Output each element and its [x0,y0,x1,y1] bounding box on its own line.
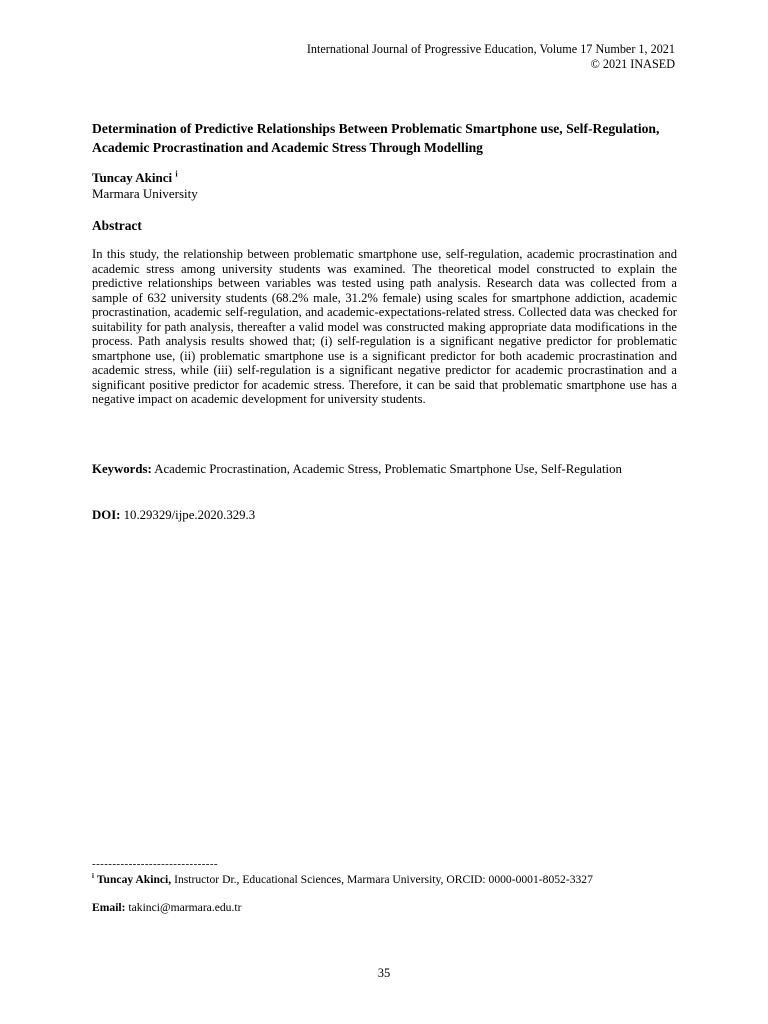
running-header [307,42,675,72]
abstract-heading: Abstract [92,218,142,233]
journal-line: International Journal of Progressive Education, Volume 17 Number 1, 2021 [306,42,675,56]
paper-title: Determination of Predictive Relationships Between Problematic Smartphone use, Self-Regulation, Academic Procrastination and Academic Stress Through Modelling [92,121,660,155]
email-label: Email: [92,901,126,914]
doi-label: DOI: [92,508,121,522]
author-block [92,170,198,202]
author-footnote-marker: i [175,169,178,179]
author-name [92,170,198,186]
doi-value: 10.29329/ijpe.2020.329.3 [123,508,256,522]
keywords [92,461,677,477]
copyright-line: © 2021 INASED [590,57,675,71]
keywords-label: Keywords: [92,462,152,476]
footnote-marker: i [92,872,94,881]
author-name-text: Tuncay Akinci [92,170,173,185]
abstract-body: In this study, the relationship between problematic smartphone use, self-regulation, academic procrastination and academic stress among university students was examined. The theoretical model constructed to explain the predictive relationships between variables was tested using path analysis. Research data was collected from a sample of 632 university students (68.2% male, 31.2% female) using scales for smartphone addiction, academic procrastination, academic self-regulation, and academic-expectations-related stress. Collected data was checked for suitability for path analysis, thereafter a valid model was constructed making appropriate data modifications in the process. Path analysis results showed that; (i) self-regulation is a significant negative predictor for problematic smartphone use, (ii) problematic smartphone use is a significant predictor for both academic procrastination and academic stress, while (iii) self-regulation is a significant negative predictor for academic procrastination and a significant positive predictor for academic stress. Therefore, it can be said that problematic smartphone use has a negative impact on academic development for university students. [92,247,677,406]
footnote-author-name: Tuncay Akinci, [96,873,172,886]
author-affiliation: Marmara University [92,186,198,201]
email-value: takinci@marmara.edu.tr [128,901,242,914]
footnote-separator: ------------------------------- [92,858,218,870]
footnote-text: Instructor Dr., Educational Sciences, Marmara University, ORCID: 0000-0001-8052-3327 [174,873,593,886]
doi [92,508,255,523]
page-number: 35 [377,966,391,980]
author-email [92,901,241,914]
author-footnote [92,873,692,887]
keywords-text: Academic Procrastination, Academic Stress, Problematic Smartphone Use, Self-Regulation [154,462,622,476]
